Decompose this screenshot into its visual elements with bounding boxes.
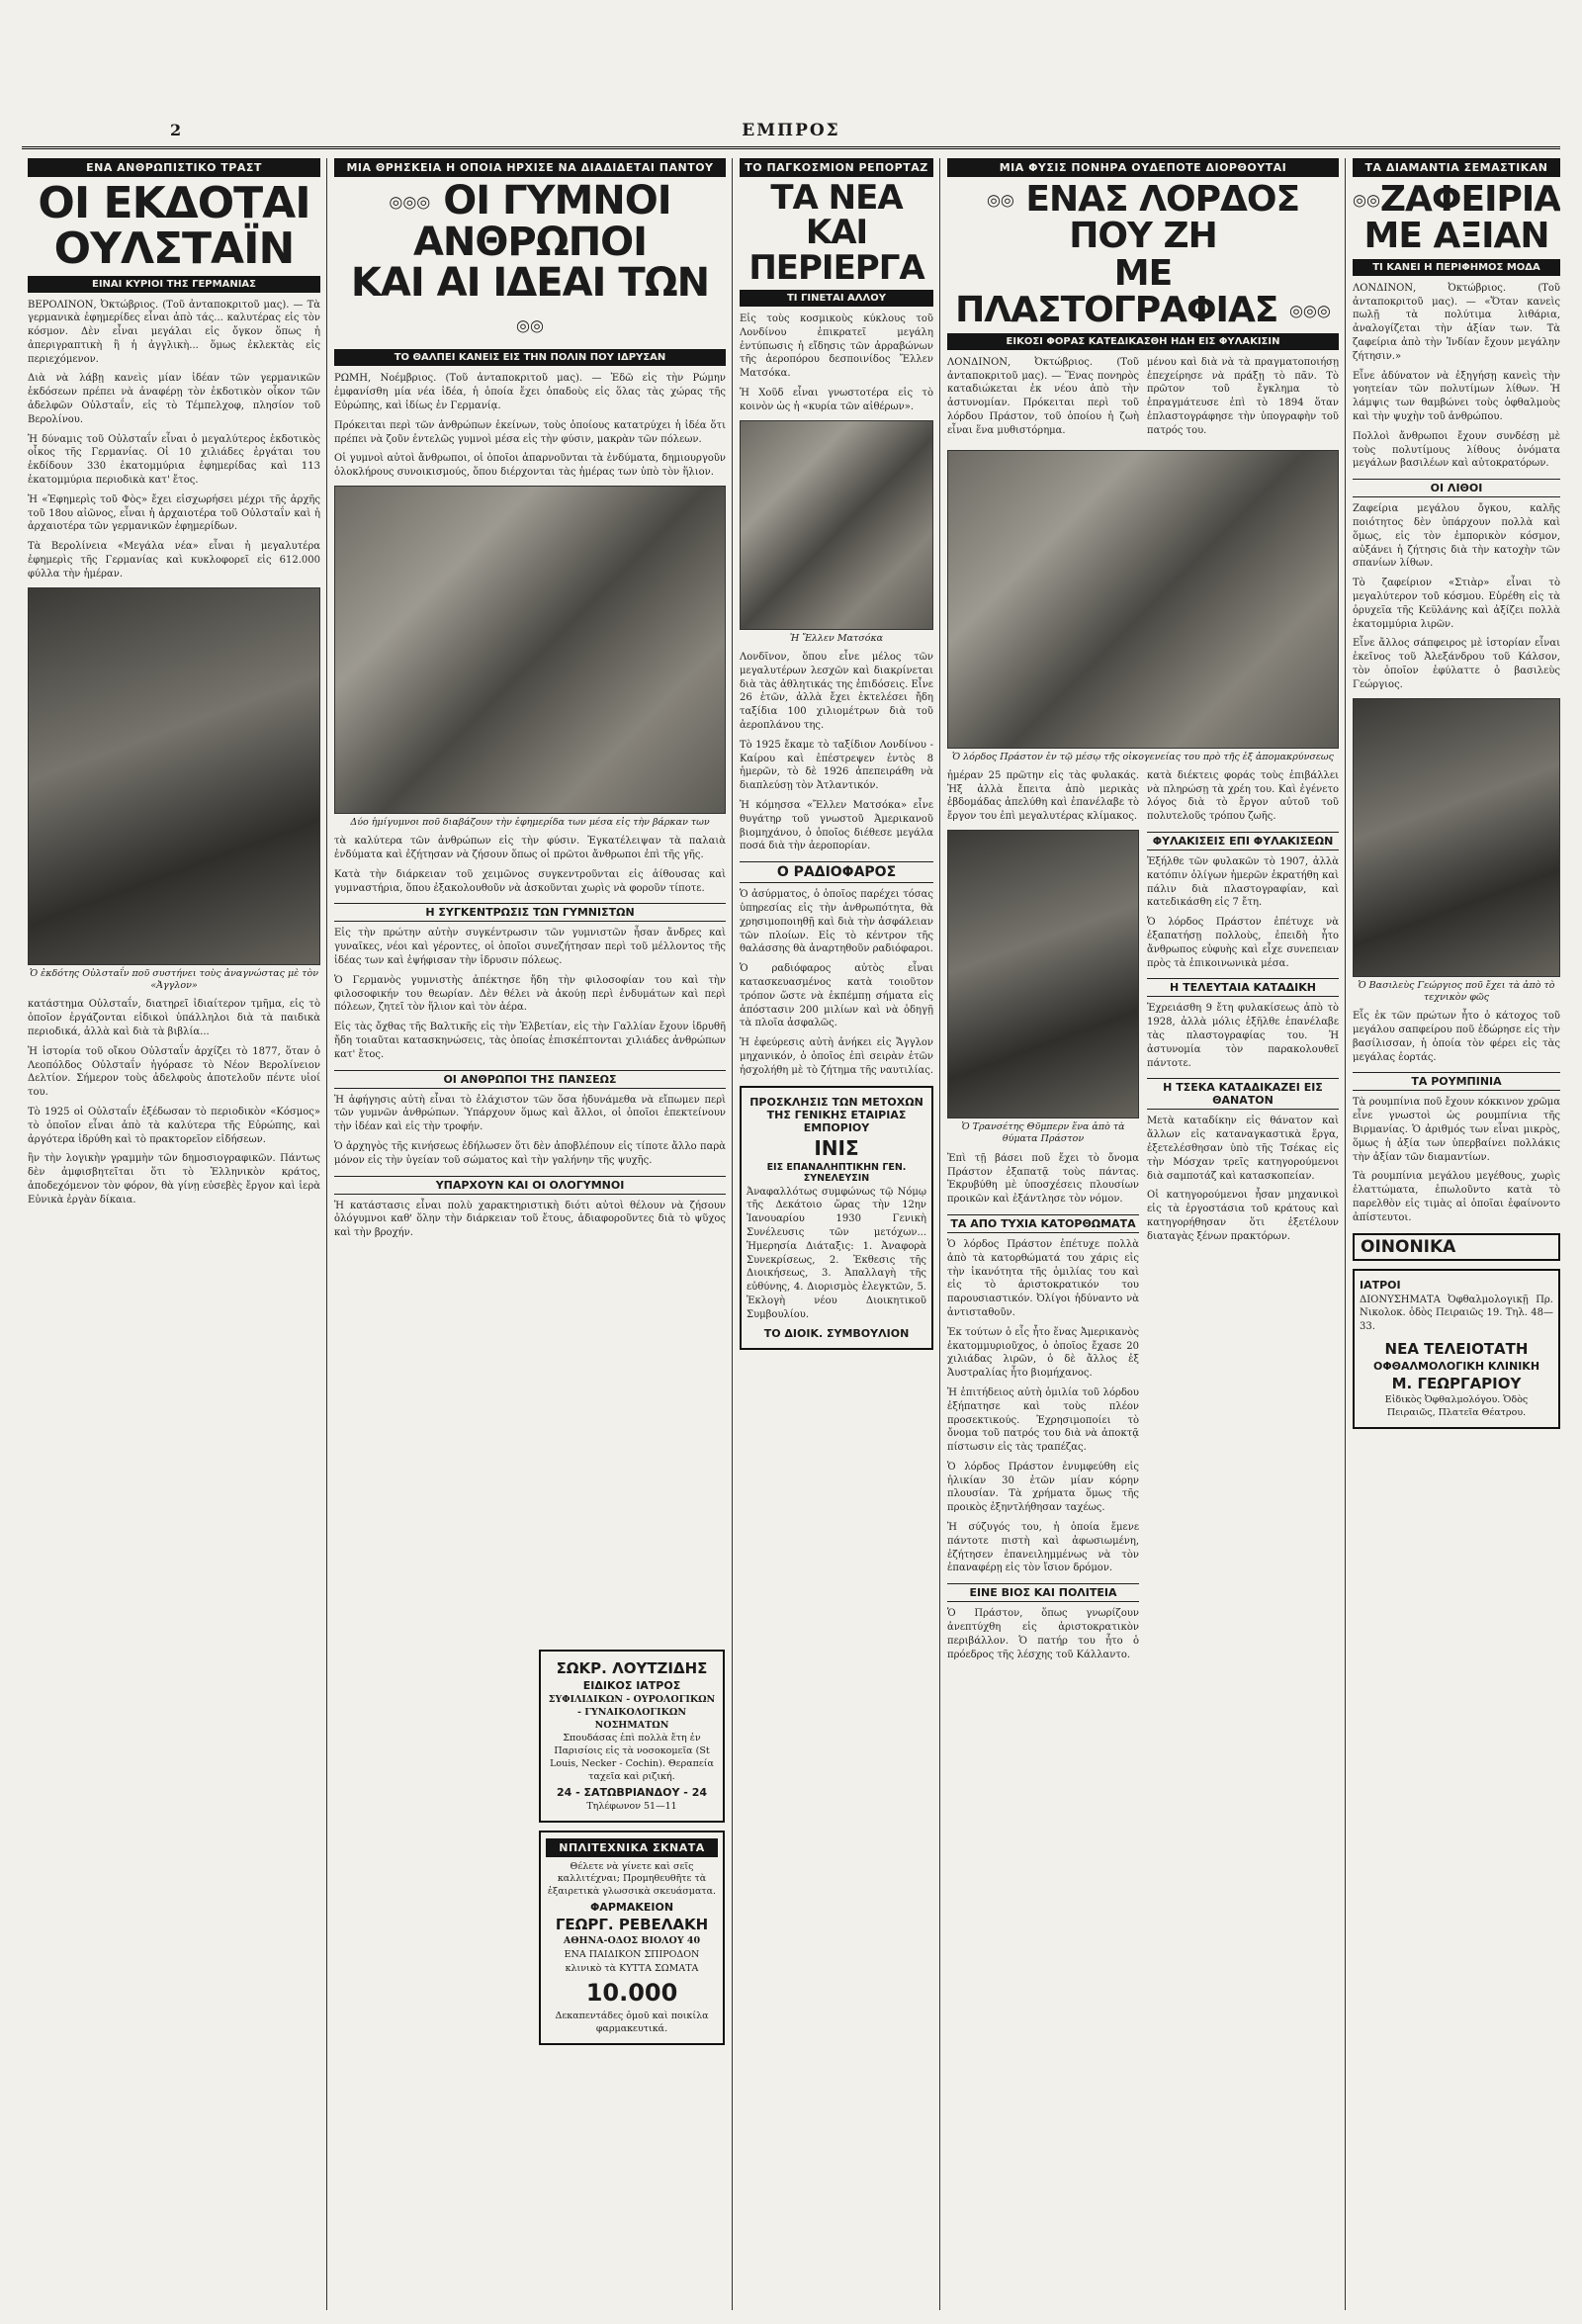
article-deck: ΤΙ ΚΑΝΕΙ Η ΠΕΡΙΦΗΜΟΣ ΜΟΔΑ xyxy=(1353,259,1560,276)
article-paragraph: Ὁ ἀσύρματος, ὁ ὁποῖος παρέχει τόσας ὑπηρεσίας εἰς τὴν ἀνθρωπότητα, θὰ χρησιμοποιηθῇ καὶ διὰ τὴν ἀσφάλειαν τῶν πλοίων. Εἰς τὸ κέντρον τῆς θαλάσσης θὰ ἀναρτηθοῦν ραδιόφαροι. xyxy=(740,889,933,955)
article-paragraph: Εἰς τὴν πρώτην αὐτὴν συγκέντρωσιν τῶν γυμνιστῶν ἦσαν ἄνδρες καὶ γυναῖκες, νέοι καὶ γέροντες, οἱ ὁποῖοι συνεζήτησαν περὶ τοῦ μέλλοντος τῆς ἰδέας των καὶ ἐψήφισαν τὴν ἱδρυσιν πόλεως. xyxy=(334,928,726,967)
ornament-icon: ◎◎◎ xyxy=(1288,302,1331,320)
article-paragraph: Εἶνε ἄλλος σάπφειρος μὲ ἱστορίαν εἶναι ἐκεῖνος τοῦ Ἀλεξάνδρου τοῦ Κάλσον, τὸν ὁποῖον ἐφύλαττε ὁ βασιλεὺς Γεώργιος. xyxy=(1353,638,1560,690)
article-deck: ΤΟ ΘΑΛΠΕΙ ΚΑΝΕΙΣ ΕΙΣ ΤΗΝ ΠΟΛΙΝ ΠΟΥ ΙΔΡΥΣΑΝ xyxy=(334,349,726,366)
article-paragraph: Ζαφείρια μεγάλου ὄγκου, καλῆς ποιότητος δὲν ὑπάρχουν πολλὰ καὶ ὅμως, εἰς τὸν ἐμπορικὸν κόσμον, αὐξάνει ἡ ζήτησις διὰ τὴν κατοχὴν τῶν σπανίων λίθων. xyxy=(1353,503,1560,570)
clinic-footer: Εἰδικὸς Ὀφθαλμολόγου. Ὁδὸς Πειραιῶς, Πλατεῖα Θέατρου. xyxy=(1384,1394,1529,1418)
article-paragraph: Τὸ 1925 οἱ Οὐλσταΐν ἐξέδωσαν τὸ περιοδικὸν «Κόσμος» τὸ ὁποῖον εἶναι ἀπὸ τὰ καλύτερα τῆς Εὐρώπης, καὶ ἀργότερα ἰδρύθη καὶ τὸ πρακτορεῖον εἰδήσεων. xyxy=(28,1106,320,1145)
headline-text: ΕΝΑΣ ΛΟΡΔΟΣ ΠΟΥ ΖΗ xyxy=(1025,179,1300,257)
article-paragraph: ΛΟΝΔΙΝΟΝ, Ὀκτώβριος. (Τοῦ ἀνταποκριτοῦ μας). — Ἕνας πονηρὸς καταδιώκεται ἐκ νέου ἀπὸ τὴν ἀστυνομίαν. Πρόκειται περὶ τοῦ λόρδου Πράστον, τοῦ ὁποίου ἡ ζωὴ εἶναι ἕνα μυθιστόρημα. xyxy=(947,356,1139,436)
article-paragraph: Ὁ ἀρχηγὸς τῆς κινήσεως ἐδήλωσεν ὅτι δὲν ἀποβλέπουν εἰς τίποτε ἄλλο παρὰ μόνον εἰς τὴν ὑγείαν τοῦ σώματος καὶ τὴν γαλήνην τῆς ψυχῆς. xyxy=(334,1141,726,1166)
pharmacy-price: 10.000 xyxy=(585,1979,678,2008)
ads-block xyxy=(539,1642,725,2053)
article-paragraph: Μετὰ καταδίκην εἰς θάνατον καὶ ἄλλων εἰς καταναγκαστικὰ ἔργα, ἐξετελέσθησαν ὑπὸ τῆς Τσέκας εἰς τὴν Μόσχαν τρεῖς κατηγορούμενοι διὰ σαμποτάζ καὶ κατασκοπείαν. xyxy=(1147,1116,1339,1182)
photo-caption: Ὁ ἐκδότης Οὐλσταΐν ποῦ συστήνει τοὺς ἀναγνώστας μὲ τὸν «Ἀγγλον» xyxy=(30,967,318,991)
clinic-doctor: Μ. ΓΕΩΡΓΑΡΙΟΥ xyxy=(1391,1375,1522,1393)
doctor-title: ΕΙΔΙΚΟΣ ΙΑΤΡΟΣ xyxy=(582,1679,681,1692)
article-paragraph: Εἶνε ἀδύνατον νὰ ἐξηγήσῃ κανεὶς τὴν γοητείαν τῶν πολυτίμων λίθων. Ἡ λάμψις των θαμβώνει τοὺς ὀφθαλμοὺς καὶ τὴν ψυχὴν τοῦ ἀνθρώπου. xyxy=(1353,370,1560,423)
article-headline xyxy=(1353,181,1560,255)
headline-line xyxy=(334,260,726,345)
left-subcolumn xyxy=(947,769,1139,1668)
doctor-name: ΣΩΚΡ. ΛΟΥΤΖΙΔΗΣ xyxy=(556,1659,708,1677)
article-paragraph: Ὁ ραδιόφαρος αὐτὸς εἶναι κατασκευασμένος κατὰ τοιοῦτον τρόπον ὥστε νὰ ἐκπέμπῃ σήματα εἰς ἀπόστασιν 200 μιλίων καὶ νὰ ὁδηγῇ τὰ πλοῖα ἀσφαλῶς. xyxy=(740,963,933,1029)
doctor-specialty: ΣΥΦΙΛΙΔΙΚΩΝ - ΟΥΡΟΛΟΓΙΚΩΝ - ΓΥΝΑΙΚΟΛΟΓΙΚΩΝ ΝΟΣΗΜΑΤΩΝ xyxy=(548,1694,716,1731)
family-photo xyxy=(947,450,1339,749)
article-paragraph: Ἡ κατάστασις εἶναι πολὺ χαρακτηριστικὴ διότι αὐτοὶ θέλουν νὰ ζήσουν ὁλόγυμνοι καθ' ὅλην τὴν διάρκειαν τοῦ ἔτους, ἀδιαφοροῦντες διὰ τὸ ψῦχος καὶ τὴν βροχήν. xyxy=(334,1200,726,1239)
section-heading: ΤΑ ΡΟΥΜΠΙΝΙΑ xyxy=(1353,1072,1560,1091)
article-paragraph: ἢν τὴν λογικὴν γραμμὴν τῶν δημοσιογραφικῶν. Πάντως δὲν ἀμφισβητεῖται ὅτι τὸ Ἑλληνικὸν κράτος, ἀποδεχόμενον τὸν φόρον, θὰ γίνῃ εὐσεβὲς ἔργον καὶ ἱερὰ Εὐνικὰ ἐργὰν δίκαια. xyxy=(28,1153,320,1206)
article-paragraph: Εἰς τοὺς κοσμικοὺς κύκλους τοῦ Λονδίνου ἐπικρατεῖ μεγάλη ἐντύπωσις ἡ εἴδησις τῶν ἀρραβώνων τῆς ἀεροπόρου δεσποινίδος Ἔλλεν Ματσόκα. xyxy=(740,313,933,380)
column-rule xyxy=(1345,158,1346,2310)
article-paragraph: ἠμέραν 25 πρῶτην εἰς τὰς φυλακάς. Ἠξ ἀλλὰ ἔπειτα ἀπὸ μερικὰς ἐβδομάδας ἀπελύθη καὶ ἐπανέλαβε τὸ ἔργον του ἐπὶ μεγαλυτέρας κλίμακος. xyxy=(947,769,1139,823)
doctor-ad xyxy=(539,1650,725,1823)
clinic-title-2: ΟΦΘΑΛΜΟΛΟΓΙΚΗ ΚΛΙΝΙΚΗ xyxy=(1372,1360,1540,1374)
ornament-icon: ◎◎ xyxy=(1353,190,1380,210)
section-heading: ΟΙ ΛΙΘΟΙ xyxy=(1353,479,1560,497)
doctor-details: Σπουδάσας ἐπὶ πολλὰ ἔτη ἐν Παρισίοις εἰς τὰ νοσοκομεῖα (St Louis, Necker - Cochin). Θεραπεία ταχεῖα καὶ ριζική. xyxy=(550,1733,714,1782)
pharmacy-ad xyxy=(539,1831,725,2046)
page-number: 2 xyxy=(170,121,182,139)
article-paragraph: Ἡ ἰστορία τοῦ οἴκου Οὐλσταΐν ἀρχίζει τὸ 1877, ὅταν ὁ Λεοπόλδος Οὐλσταΐν ἠγόρασε τὸ Νέον Βερολίνειον Δελτίον. Σήμερον τοὺς ἀδελφοὺς ἀποτελοῦν πέντε υἱοί του. xyxy=(28,1045,320,1099)
ornament-icon: ◎◎ xyxy=(516,315,544,335)
article-paragraph: Ὁ λόρδος Πράστον ἐνυμφεύθη εἰς ἡλικίαν 30 ἐτῶν μίαν κόρην πλουσίαν. Τὰ χρήματα ὅμως τῆς προικὸς ἐξηντλήθησαν ταχέως. xyxy=(947,1461,1139,1514)
article-paragraph: Ἡ ἐφεύρεσις αὐτὴ ἀνήκει εἰς Ἄγγλον μηχανικόν, ὁ ὁποῖος ἐπὶ σειρὰν ἐτῶν ἠσχολήθη μὲ τὸ ζήτημα τῆς ναυτιλίας. xyxy=(740,1037,933,1076)
body-columns xyxy=(947,769,1339,1668)
shareholders-notice xyxy=(740,1086,933,1351)
newspaper-name: ΕΜΠΡΟΣ xyxy=(742,121,840,140)
section-heading: ΟΙΝΟΝΙΚΑ xyxy=(1353,1233,1560,1261)
article-paragraph: Τὸ 1925 ἔκαμε τὸ ταξίδιον Λονδίνου - Καίρου καὶ ἐπέστρεψεν ἐντὸς 8 ἡμερῶν, τὸ δὲ 1926 ἀπεπειράθη νὰ διαπλεύσῃ τὸν Ἀτλαντικόν. xyxy=(740,739,933,792)
notice-title: ΠΡΟΣΚΛΗΣΙΣ ΤΩΝ ΜΕΤΟΧΩΝ ΤΗΣ ΓΕΝΙΚΗΣ ΕΤΑΙΡΙΑΣ ΕΜΠΟΡΙΟΥ xyxy=(749,1095,923,1134)
column-rule xyxy=(732,158,733,2310)
article-paragraph: Ἡ Χοῦδ εἶναι γνωστοτέρα εἰς τὸ κοινὸν ὡς ἡ «κυρία τῶν αἰθέρων». xyxy=(740,388,933,412)
article-paragraph: Ἡ ἐπιτήδειος αὐτὴ ὁμιλία τοῦ λόρδου ἐξήπατησε καὶ τοὺς πλέον προσεκτικούς. Ἐχρησιμοποίει τὸ ὄνομα τοῦ πατρός του διὰ νὰ ἀποκτᾷ πίστωσιν εἰς τὰς τραπέζας. xyxy=(947,1386,1139,1454)
article-kicker: ΤΟ ΠΑΓΚΟΣΜΙΟΝ ΡΕΠΟΡΤΑΖ xyxy=(740,158,933,177)
headline-text: ΖΑΦΕΙΡΙΑ xyxy=(1379,179,1560,220)
clinic-title: ΝΕΑ ΤΕΛΕΙΟΤΑΤΗ xyxy=(1384,1340,1529,1359)
article-deck: ΕΙΝΑΙ ΚΥΡΙΟΙ ΤΗΣ ΓΕΡΜΑΝΙΑΣ xyxy=(28,276,320,293)
article-paragraph: Εἷς ἐκ τῶν πρώτων ἦτο ὁ κάτοχος τοῦ μεγάλου σαπφείρου ποῦ ἐδώρησε εἰς τὴν βασίλισσαν, ἡ ὁποία τὸν φέρει εἰς τὰς μεγάλας ἐορτάς. xyxy=(1353,1011,1560,1063)
article-paragraph: κατάστημα Οὐλσταΐν, διατηρεῖ ἰδιαίτερον τμῆμα, εἰς τὸ ὁποῖον ἐργάζονται εἰδικοὶ ὑπάλληλοι διὰ τὰ παιδικὰ περιοδικά, ἀλλὰ καὶ διὰ τὰ βιβλία... xyxy=(28,999,320,1037)
headline-line xyxy=(947,252,1339,331)
article-paragraph: Ὁ Πράστον, ὅπως γνωρίζουν ἀνεπτύχθη εἰς ἀριστοκρατικὸν περιβάλλον. Ὁ πατήρ του ἦτο ὁ πρόεδρος τῆς λέσχης τοῦ Κάλλαντο. xyxy=(947,1608,1139,1660)
ornament-icon: ◎◎◎ xyxy=(389,192,431,212)
article-paragraph: Ἐχρειάσθη 9 ἔτη φυλακίσεως ἀπὸ τὸ 1928, ἀλλὰ μόλις ἐξῆλθε ἐπανέλαβε τὰς πλαστογραφίας του. Ἡ ἀστυνομία τὸν παρακολουθεῖ πάντοτε. xyxy=(1147,1003,1339,1069)
notice-deck: ΕΙΣ ΕΠΑΝΑΛΗΠΤΙΚΗΝ ΓΕΝ. ΣΥΝΕΛΕΥΣΙΝ xyxy=(766,1161,907,1184)
article-paragraph: ΒΕΡΟΛΙΝΟΝ, Ὀκτώβριος. (Τοῦ ἀνταποκριτοῦ μας). — Τὰ γερμανικὰ ἐφημερίδες εἶναι ἀπὸ τάς... καλυτέρας εἰς τὸν κόσμον. Δὲν εἶναι μεγάλαι εἰς ὄγκον ὅπως ἡ ἀπεριγραπτικὴ ἢ ἡ ἀγγλικὴ... ὅμως ἐκλεκτὰς εἰς περιεχόμενον. xyxy=(28,299,320,365)
article-paragraph: Ἡ σύζυγός του, ἡ ὁποία ἔμενε πάντοτε πιστὴ καὶ ἀφωσιωμένη, ἐζήτησεν ἐπανειλημμένως νὰ τὸν ἐπαναφέρῃ εἰς τὸν ἴσιον δρόμον. xyxy=(947,1522,1139,1574)
article-news-curiosities xyxy=(740,158,933,2310)
article-paragraph: Ἡ ἀφήγησις αὐτὴ εἶναι τὸ ἐλάχιστον τῶν ὅσα ἠδυνάμεθα νὰ εἴπωμεν περὶ τῶν γυμνῶν ἀνθρώπων. Ὑπάρχουν ὅμως καὶ ἄλλοι, οἱ ὁποῖοι ἐπεκτείνουν τὴν ἰδέαν καὶ εἰς τὴν τροφήν. xyxy=(334,1094,726,1133)
photo-caption: Ὁ Βασιλεὺς Γεώργιος ποῦ ἔχει τὰ ἀπὸ τὸ τεχνικὸν φῶς xyxy=(1358,979,1555,1003)
article-paragraph: Ἐκ τούτων ὁ εἷς ἦτο ἕνας Ἀμερικανὸς ἑκατομμυριοῦχος, ὁ ὁποῖος ἔχασε 20 χιλιάδας λιρῶν, ὁ δὲ ἄλλος ἐξ Ἀυστραλίας ἦτο βιομήχανος. xyxy=(947,1326,1139,1380)
article-paragraph: Ἡ «Ἐφημερὶς τοῦ Φὸς» ἔχει εἰσχωρήσει μέχρι τῆς ἀρχῆς τοῦ 18ου αἰῶνος, εἶναι ἡ ἀρχαιοτέρα τοῦ Οὐλσταΐν καὶ ἡ ἀρχαιοτέρα τῶν γερμανικῶν ἐφημερίδων. xyxy=(28,493,320,533)
photo-caption: Ὁ Τρανσέτης Θῦμπερν ἕνα ἀπὸ τὰ θύματα Πράστον xyxy=(961,1121,1125,1145)
article-paragraph: Τὰ ρουμπίνια ποῦ ἔχουν κόκκινον χρῶμα εἶνε γνωστοὶ ὡς ρουμπίνια τῆς Βιρμανίας. Ὁ ἀριθμός των εἶναι μικρὸς, ὅμως ἡ ἀξία των ὑπερβαίνει πολλάκις τὴν ἀξίαν τῶν διαμαντίων. xyxy=(1353,1097,1560,1163)
article-kicker: ΕΝΑ ΑΝΘΡΩΠΙΣΤΙΚΟ ΤΡΑΣΤ xyxy=(28,158,320,177)
article-forger-lord xyxy=(947,158,1339,2310)
victim-photo xyxy=(947,830,1139,1118)
clinic-ad xyxy=(1353,1269,1560,1429)
article-paragraph: Ἐπὶ τῇ βάσει ποῦ ἔχει τὸ ὄνομα Πράστον ἐξαπατᾷ τοὺς πάντας. Ἐκρυβύθη μὲ ὑποσχέσεις πλουσίων προικῶν καὶ ἐξάντλησε τὸν νόμον. xyxy=(947,1152,1139,1206)
masthead xyxy=(22,121,1560,149)
section-heading: Η ΣΥΓΚΕΝΤΡΩΣΙΣ ΤΩΝ ΓΥΜΝΙΣΤΩΝ xyxy=(334,903,726,922)
article-paragraph: Ὁ λόρδος Πράστον ἐπέτυχε νὰ ἐξαπατήσῃ πολλοὺς, ἐπειδὴ ἦτο ἄνθρωπος εὐφυὴς καὶ εἶχε συνεπειαν πρὸς τὰ ἐπικοινωνικὰ μέσα. xyxy=(1147,917,1339,969)
pharmacy-title: ΦΑΡΜΑΚΕΙΟΝ xyxy=(589,1900,674,1914)
article-paragraph: ΡΩΜΗ, Νοέμβριος. (Τοῦ ἀνταποκριτοῦ μας). — Ἐδῶ εἰς τὴν Ρώμην ἐμφανίσθη μία νέα ἰδέα, ἡ ὁποία ἔχει ὀπαδοὺς εἰς ὅλας τὰς χώρας τῆς Εὐρώπης, καὶ ἰδίως ἐν Γερμανίᾳ. xyxy=(334,373,726,411)
boat-photo xyxy=(334,486,726,814)
headline-line: ΟΙ ΕΚΔΟΤΑΙ xyxy=(38,178,310,228)
article-kicker: ΜΙΑ ΦΥΣΙΣ ΠΟΝΗΡΑ ΟΥΔΕΠΟΤΕ ΔΙΟΡΘΟΥΤΑΙ xyxy=(947,158,1339,177)
article-paragraph: Διὰ νὰ λάβῃ κανεὶς μίαν ἰδέαν τῶν γερμανικῶν ἐκδόσεων πρέπει νὰ ἀναφέρῃ τὸν ἐκδοτικὸν οἶκον τῶν ἀδελφῶν Οὐλσταΐν, εἰς τὸ Τέμπελχοφ, πλησίον τοῦ Βερολίνου. xyxy=(28,373,320,425)
clinic-note: ΔΙΟΝΥΣΗΜΑΤΑ Ὀφθαλμολογικῇ Πρ. Νικολοκ. ὁδὸς Πειραιῶς 19. Τηλ. 48—33. xyxy=(1360,1294,1553,1333)
article-headline xyxy=(334,178,726,345)
article-sapphires xyxy=(1353,158,1560,2310)
article-paragraph: Τὰ Βερολίνεια «Μεγάλα νέα» εἶναι ἡ μεγαλυτέρα ἐφημερὶς τῆς Γερμανίας καὶ κυκλοφορεῖ εἰς 612.000 φύλλα τὴν ἡμέραν. xyxy=(28,541,320,580)
article-headline xyxy=(947,181,1339,329)
doctor-phone: Τηλέφωνον 51—11 xyxy=(586,1800,677,1812)
article-paragraph: Ὁ λόρδος Πράστον ἐπέτυχε πολλὰ ἀπὸ τὰ κατορθώματά του χάρις εἰς τὴν ἱκανότητα τῆς ὁμιλίας του καὶ εἰς τὸ ἀριστοκρατικόν του παρουσιαστικόν. Ὀλίγοι ἠδύναντο νὰ ἀντισταθοῦν. xyxy=(947,1238,1139,1318)
article-kicker: ΤΑ ΔΙΑΜΑΝΤΙΑ ΣΕΜΑΣΤΙΚΑΝ xyxy=(1353,158,1560,177)
pharmacy-address: ΑΘΗΝΑ-ΟΔΟΣ ΒΙΟΛΟΥ 40 xyxy=(563,1934,701,1946)
section-heading: ΥΠΑΡΧΟΥΝ ΚΑΙ ΟΙ ΟΛΟΓΥΜΝΟΙ xyxy=(334,1176,726,1195)
portrait-photo xyxy=(28,587,320,965)
column-rule xyxy=(939,158,940,2310)
article-paragraph: Οἱ γυμνοὶ αὐτοὶ ἄνθρωποι, οἱ ὁποῖοι ἀπαρνοῦνται τὰ ἐνδύματα, δημιουργοῦν ὁλοκλήρους συνοικισμούς, ὅπου διέρχονται τὰς ἡμέρας των ὑπὸ τὸν ἥλιον. xyxy=(334,453,726,479)
pharmacy-footer: Δεκαπεντάδες ὁμοῦ καὶ ποικίλα φαρμακευτικά. xyxy=(555,2011,709,2035)
headline-text: ΜΕ ΠΛΑΣΤΟΓΡΑΦΙΑΣ xyxy=(955,252,1278,331)
article-paragraph: Πολλοὶ ἄνθρωποι ἔχουν συνδέσῃ μὲ τοὺς πολυτίμους λίθους ὀνόματα μεγάλων βασιλέων καὶ αὐτοκρατόρων. xyxy=(1353,430,1560,470)
doctor-address: 24 - ΣΑΤΩΒΡΙΑΝΔΟΥ - 24 xyxy=(556,1785,708,1799)
clinic-header: ΙΑΤΡΟΙ xyxy=(1360,1278,1401,1292)
headline-text: ΟΙ ΓΥΜΝΟΙ ΑΝΘΡΩΠΟΙ xyxy=(412,178,671,265)
photo-caption: Ἡ Ἔλλεν Ματσόκα xyxy=(789,632,884,644)
notice-company: ΙΝΙΣ xyxy=(814,1135,859,1160)
section-heading: Ο ΡΑΔΙΟΦΑΡΟΣ xyxy=(740,861,933,883)
article-paragraph: κατὰ διέκτεις φοράς τοὺς ἐπιβάλλει νὰ πληρώσῃ τὰ χρέη του. Καὶ ἐγένετο λόγος διὰ τὸ ἔργον αὐτοῦ τοῦ πολυτελοῦς τρόπου ζωῆς. xyxy=(1147,769,1339,823)
headline-line: ΟΥΛΣΤΑΪΝ xyxy=(53,223,295,274)
article-paragraph: Τὰ ρουμπίνια μεγάλου μεγέθους, χωρὶς ἐλαττώματα, ἐπωλοῦντο κατὰ τὸ παρελθὸν εἰς τιμὰς αἱ ὁποῖαι ἐφαίνοντο ἀπίστευτοι. xyxy=(1353,1171,1560,1223)
article-paragraph: Ὁ Γερμανὸς γυμνιστὴς ἀπέκτησε ἤδη τὴν φιλοσοφίαν του καὶ τὴν φιλοσοφικήν του θεωρίαν. Δὲν θέλει νὰ ἀκούῃ περὶ ἐνδυμάτων καὶ περὶ πόλεων, ζητεῖ τὸν ἥλιον καὶ τὸν ἀέρα. xyxy=(334,974,726,1014)
headline-line: ΤΑ ΝΕΑ ΚΑΙ xyxy=(770,178,903,253)
headline-line xyxy=(947,181,1339,255)
article-paragraph: Λονδῖνον, ὅπου εἶνε μέλος τῶν μεγαλυτέρων λεσχῶν καὶ διακρίνεται διὰ τὰς ἀθλητικάς της ἐπιδόσεις. Εἶνε 26 ἐτῶν, ἀλλὰ ἔχει ἐκτελέσει ἤδη ταξίδια 100 χιλιομέτρων διὰ τοῦ ἀεροπλάνου της. xyxy=(740,652,933,731)
article-paragraph: Πρόκειται περὶ τῶν ἀνθρώπων ἐκείνων, τοὺς ὁποίους κατατρύχει ἡ ἰδέα ὅτι πρέπει νὰ ζοῦν ἐντελῶς γυμνοὶ μέσα εἰς τὴν φύσιν, μακρὰν τῶν πόλεων. xyxy=(334,419,726,445)
section-heading: ΟΙ ΑΝΘΡΩΠΟΙ ΤΗΣ ΠΑΝΣΕΩΣ xyxy=(334,1070,726,1089)
right-subcolumn xyxy=(1147,769,1339,1668)
notice-signature: ΤΟ ΔΙΟΙΚ. ΣΥΜΒΟΥΛΙΟΝ xyxy=(763,1327,910,1341)
section-heading: ΤΑ ΑΠΟ ΤΥΧΙΑ ΚΑΤΟΡΘΩΜΑΤΑ xyxy=(947,1214,1139,1233)
section-heading: ΕΙΝΕ ΒΙΟΣ ΚΑΙ ΠΟΛΙΤΕΙΑ xyxy=(947,1583,1139,1602)
ornament-icon: ◎◎ xyxy=(986,190,1014,210)
article-paragraph: Εἰς τὰς ὄχθας τῆς Βαλτικῆς εἰς τὴν Ἑλβετίαν, εἰς τὴν Γαλλίαν ἔχουν ἱδρυθῆ ἤδη τοιαῦται κατασκηνώσεις, τὰς ὁποίας ἐπισκέπτονται χιλιάδες ἀνθρώπων κατ' ἔτος. xyxy=(334,1022,726,1060)
notice-body: Ἀναφαλλότως συμφώνως τῷ Νόμῳ τῆς Δεκάτοιο ὥρας τὴν 12ην Ἰανουαρίου 1930 Γενικὴ Συνέλευσις τῶν μετόχων... Ἡμερησία Διάταξις: 1. Ἀναφορὰ Συνεκρίσεως, 2. Ἐκθεσις τῆς Διοικήσεως, 3. Ἀπαλλαγὴ τῆς εὐθύνης, 4. Διορισμὸς ἐλεγκτῶν, 5. Ἐκλογὴ νέου Διοικητικοῦ Συμβουλίου. xyxy=(747,1186,926,1320)
article-deck: ΤΙ ΓΙΝΕΤΑΙ ΑΛΛΟΥ xyxy=(740,290,933,307)
article-headline xyxy=(740,178,933,288)
pharmacy-line: ΕΝΑ ΠΑΙΔΙΚΟΝ ΣΠΙΡΟΔΟΝ xyxy=(564,1948,700,1960)
headline-line xyxy=(334,178,726,265)
section-heading: ΦΥΛΑΚΙΣΕΙΣ ΕΠΙ ΦΥΛΑΚΙΣΕΩΝ xyxy=(1147,832,1339,850)
headline-line: ΠΕΡΙΕΡΓΑ xyxy=(748,247,924,288)
column-rule xyxy=(326,158,327,2310)
photo-caption: Ὁ λόρδος Πράστον ἐν τῷ μέσῳ τῆς οἰκογενείας του πρὸ τῆς ἐξ ἀπομακρύνσεως xyxy=(951,751,1335,762)
section-heading: Η ΤΣΕΚΑ ΚΑΤΑΔΙΚΑΖΕΙ ΕΙΣ ΘΑΝΑΤΟΝ xyxy=(1147,1078,1339,1110)
headline-line xyxy=(1353,181,1560,218)
article-paragraph: Ἐξήλθε τῶν φυλακῶν τὸ 1907, ἀλλὰ κατόπιν ὀλίγων ἡμερῶν ἐκρατήθη καὶ πάλιν διὰ πλαστογραφίαν, καὶ κατεδικάσθη εἰς 7 ἔτη. xyxy=(1147,856,1339,909)
article-publishers xyxy=(28,158,320,2310)
article-paragraph: Τὸ ζαφείριον «Στιὰρ» εἶναι τὸ μεγαλύτερον τοῦ κόσμου. Εὑρέθη εἰς τὰ ὀρυχεῖα τῆς Κεϋλάνης καὶ ἀξίζει πολλὰ ἑκατομμύρια λιρῶν. xyxy=(1353,578,1560,630)
article-paragraph: Κατὰ τὴν διάρκειαν τοῦ χειμῶνος συγκεντροῦνται εἰς ἀίθουσας καὶ γυμναστήρια, ὅπου ἐξακολουθοῦν νὰ ἀσκοῦνται χωρὶς νὰ φοροῦν τίποτε. xyxy=(334,868,726,894)
headline-text: ΚΑΙ ΑΙ ΙΔΕΑΙ ΤΩΝ xyxy=(350,260,710,307)
article-paragraph: ΛΟΝΔΙΝΟΝ, Ὀκτώβριος. (Τοῦ ἀνταποκριτοῦ μας). — «Ὅταν κανεὶς πωλῇ τὰ πολύτιμα λιθάρια, ἀναλογίζεται τὴν ἀξίαν των. Τὰ ζαφείρια ἀπὸ τὴν Ἰνδίαν ἔχουν μεγάλην ζήτησιν.» xyxy=(1353,282,1560,362)
article-kicker: ΜΙΑ ΘΡΗΣΚΕΙΑ Η ΟΠΟΙΑ ΗΡΧΙΣΕ ΝΑ ΔΙΑΔΙΔΕΤΑΙ ΠΑΝΤΟΥ xyxy=(334,158,726,177)
article-paragraph: Οἱ κατηγορούμενοι ἦσαν μηχανικοὶ εἰς τὰ ἐργοστάσια τοῦ κράτους καὶ κατηγορήθησαν ὅτι ἐξετέλουν διαταγὰς ξένων πρακτόρων. xyxy=(1147,1190,1339,1242)
section-heading: Η ΤΕΛΕΥΤΑΙΑ ΚΑΤΑΔΙΚΗ xyxy=(1147,978,1339,997)
photo-caption: Δύο ἡμίγυμνοι ποῦ διαβάζουν τὴν ἐφημερίδα των μέσα εἰς τὴν βάρκαν των xyxy=(350,816,710,828)
pharmacy-line: κλινικὸ τὰ ΚΥΤΤΑ ΣΩΜΑΤΑ xyxy=(565,1962,699,1974)
article-paragraph: Ἡ δύναμις τοῦ Οὐλσταΐν εἶναι ὁ μεγαλύτερος ἐκδοτικὸς οἶκος τῆς Γερμανίας. Οἱ 10 χιλιάδες ἐργάται του ἐκδίδουν 330 ἑκατομμύρια ἐφημερίδας καὶ 113 ἑκατομμύρια περιοδικὰ κατ' ἔτος. xyxy=(28,433,320,487)
intro-columns xyxy=(947,356,1339,444)
article-paragraph: μένου καὶ διὰ νὰ τὰ πραγματοποιήσῃ ἐπεχείρησε νὰ πράξῃ τὸ πᾶν. Τὸ πρῶτον τοῦ ἔγκλημα τὸ ἐπραγμάτευσε ἐπὶ τὸ 1894 ὅταν ἐπλαστογράφησε τὴν ὑπογραφὴν τοῦ πατρός του. xyxy=(1147,356,1339,436)
pharmacy-header: ΝΠΛΙΤΕΧΝΙΚΑ ΣΚΝΑΤΑ xyxy=(546,1838,718,1857)
aviator-photo xyxy=(740,420,933,630)
article-deck: ΕΙΚΟΣΙ ΦΟΡΑΣ ΚΑΤΕΔΙΚΑΣΘΗ ΗΔΗ ΕΙΣ ΦΥΛΑΚΙΣΙΝ xyxy=(947,333,1339,350)
king-photo xyxy=(1353,698,1560,977)
article-headline xyxy=(28,178,320,274)
pharmacy-name: ΓΕΩΡΓ. ΡΕΒΕΛΑΚΗ xyxy=(555,1915,709,1933)
article-paragraph: Ἡ κόμησσα «Ἔλλεν Ματσόκα» εἶνε θυγάτηρ τοῦ γνωστοῦ Ἀμερικανοῦ βιομηχάνου, ὁ ὁποῖος διέθεσε μεγάλα ποσά διὰ τὴν ἀεροπορίαν. xyxy=(740,799,933,852)
headline-line: ΜΕ ΑΞΙΑΝ xyxy=(1363,216,1549,257)
article-paragraph: τὰ καλύτερα τῶν ἀνθρώπων εἰς τὴν φύσιν. Ἐγκατέλειψαν τὰ παλαιὰ ἐνδύματα καὶ ἐζήτησαν νὰ ζήσουν ὅπως οἱ πρῶτοι ἄνθρωποι ἐπὶ τῆς γῆς. xyxy=(334,836,726,861)
pharmacy-body: Θέλετε νὰ γίνετε καὶ σεῖς καλλιτέχναι; Προμηθευθῆτε τὰ ἐξαιρετικὰ γλωσσικὰ σκευάσματα. xyxy=(547,1860,717,1898)
